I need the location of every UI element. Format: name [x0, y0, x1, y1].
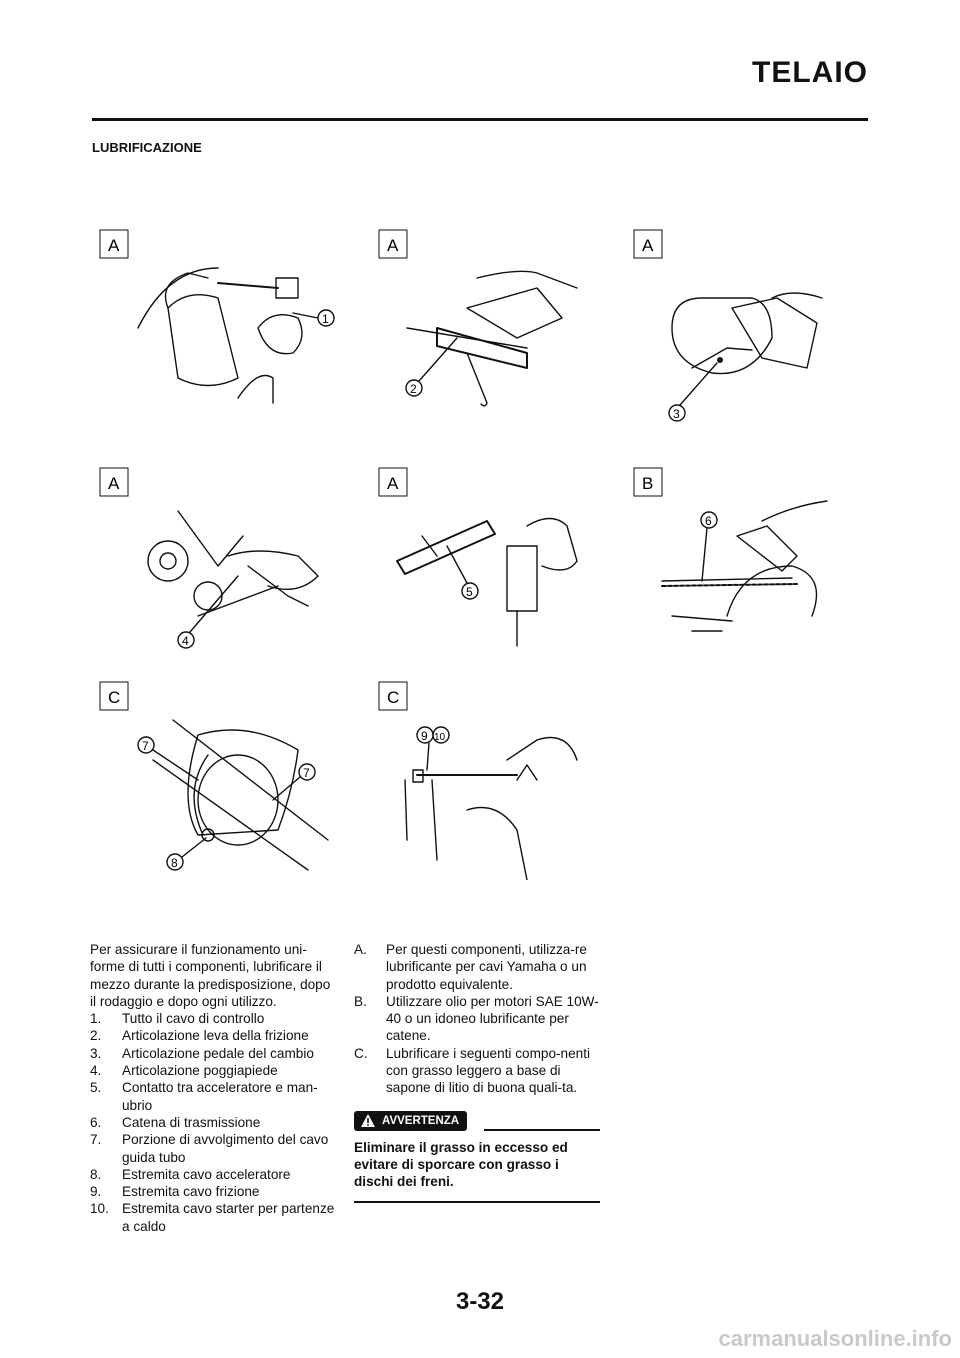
watermark: carmanualsonline.info: [718, 1326, 952, 1351]
header-rule: [92, 118, 868, 121]
list-item: 9. Estremita cavo frizione: [90, 1184, 260, 1200]
page-number: 3-32: [455, 1288, 505, 1315]
warning-label: AVVERTENZA: [382, 1114, 460, 1127]
callout-number: 2: [410, 382, 417, 396]
warning-icon: [360, 1113, 376, 1128]
parts-list: [90, 1010, 336, 1235]
figure-tag: C: [108, 688, 121, 707]
list-item: 3. Articolazione pedale del cambio: [90, 1045, 314, 1061]
figure-cable-lubrication: [98, 228, 348, 428]
list-item: A. Per questi componenti, utilizza-re lubrificante per cavi Yamaha o un prodotto equivalente.: [354, 942, 587, 992]
figure-tag: A: [108, 236, 120, 255]
warning-rule: [484, 1129, 600, 1131]
callout-number: 10: [434, 732, 446, 743]
callout-number: 1: [322, 312, 329, 326]
callout-number: 9: [421, 729, 428, 743]
figure-drive-chain: [632, 466, 852, 656]
list-item: 6. Catena di trasmissione: [90, 1114, 261, 1130]
list-item: 1. Tutto il cavo di controllo: [90, 1011, 265, 1027]
page-header-title: TELAIO: [752, 56, 868, 89]
list-item: 5. Contatto tra acceleratore e man-ubrio: [90, 1080, 318, 1113]
callout-number: 7: [303, 766, 310, 780]
figure-tag: B: [642, 474, 654, 493]
list-item: B. Utilizzare olio per motori SAE 10W-40 o un idoneo lubrificante per catene.: [354, 993, 599, 1044]
figure-footrest: [98, 466, 348, 656]
list-item: 8. Estremita cavo acceleratore: [90, 1166, 291, 1182]
callout-number: 8: [171, 856, 178, 870]
callout-number: 3: [673, 407, 680, 421]
figure-tag: A: [108, 474, 120, 493]
warning-bottom-rule: [354, 1201, 600, 1203]
figure-throttle-grip: [377, 466, 597, 656]
figure-shift-pedal: [632, 228, 852, 428]
list-item: 4. Articolazione poggiapiede: [90, 1063, 278, 1079]
notes-list: [354, 941, 600, 1097]
figure-tag: C: [387, 688, 400, 707]
callout-number: 7: [142, 739, 149, 753]
left-column: [90, 941, 336, 1235]
warning-badge: [354, 1111, 467, 1131]
list-item: C. Lubrificare i seguenti compo-nenti con grasso leggero a base di sapone di litio di buona quali-ta.: [354, 1045, 591, 1096]
warning-text: Eliminare il grasso in eccesso ed evitare di sporcare con grasso i dischi dei freni.: [354, 1139, 568, 1190]
warning-header: [354, 1111, 600, 1135]
figure-clutch-lever: [377, 228, 597, 428]
figure-tag: A: [387, 236, 399, 255]
figure-tag: A: [387, 474, 399, 493]
figure-cable-guide: [98, 680, 348, 880]
callout-number: 5: [466, 585, 473, 599]
list-item: 2. Articolazione leva della frizione: [90, 1028, 309, 1044]
list-item: 7. Porzione di avvolgimento del cavo guida tubo: [90, 1132, 329, 1165]
callout-number: 6: [705, 514, 712, 528]
list-item: 10. Estremita cavo starter per partenze a caldo: [90, 1201, 335, 1234]
callout-number: 4: [182, 634, 189, 648]
figure-cable-ends: [377, 680, 597, 880]
figure-tag: A: [642, 236, 654, 255]
intro-paragraph: Per assicurare il funzionamento uni-forme di tutti i componenti, lubrificare il mezzo durante la predisposizione, dopo il rodaggio e dopo ogni utilizzo.: [90, 942, 331, 1009]
section-title: LUBRIFICAZIONE: [92, 140, 202, 155]
right-column: [354, 941, 600, 1203]
